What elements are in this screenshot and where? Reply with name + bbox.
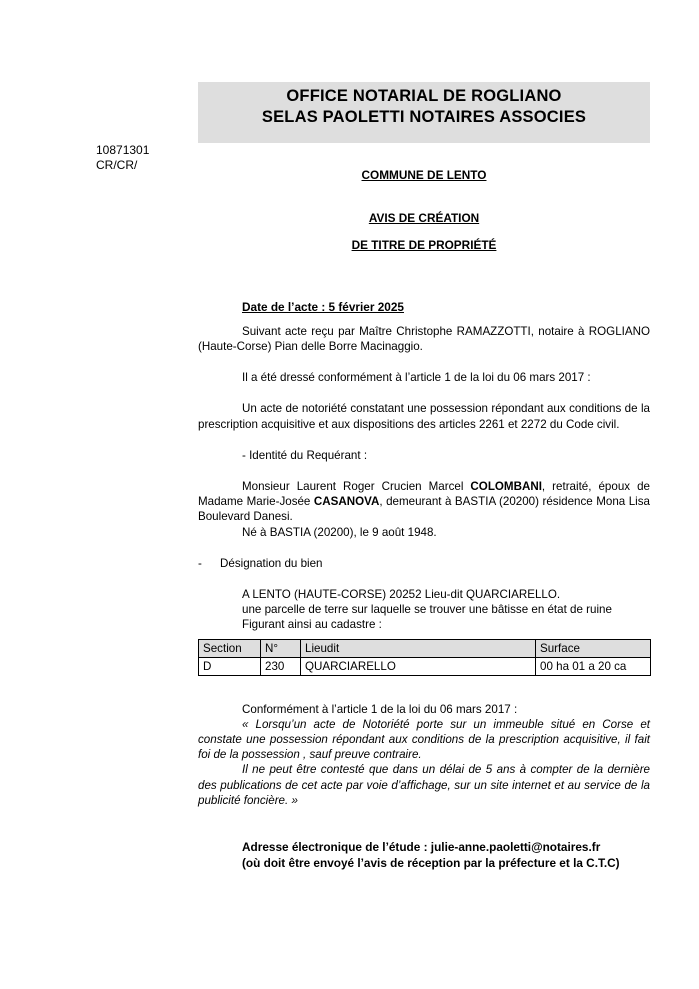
paragraph-notary: Suivant acte reçu par Maître Christophe RAMAZZOTTI, notaire à ROGLIANO (Haute-Corse) Pian delle Borre Macinaggio. — [198, 324, 650, 354]
title-avis-text: AVIS DE CRÉATION — [368, 211, 480, 226]
footer-contact-block — [242, 840, 650, 871]
cadastre-table — [198, 639, 651, 676]
title-avis — [198, 211, 650, 226]
designation-heading-label: Désignation du bien — [220, 556, 323, 570]
table-row — [199, 657, 651, 675]
footer-email-note: (où doit être envoyé l’avis de réception par la préfecture et la C.T.C) — [242, 855, 620, 870]
cadastre-cell-surface: 00 ha 01 a 20 ca — [536, 657, 651, 675]
paragraph-legal-quote-2: Il ne peut être contesté que dans un délai de 5 ans à compter de la dernière des publications de cet acte par voie d’affichage, sur un site internet et au service de la publicité foncière. » — [198, 763, 650, 807]
act-date-text: Date de l’acte : 5 février 2025 — [242, 299, 404, 314]
paragraph-legal-quote-1: « Lorsqu’un acte de Notoriété porte sur un immeuble situé en Corse et constate une possession répondant aux conditions de la prescription acquisitive, il fait foi de la possession , sauf preuve contraire. — [198, 717, 650, 762]
title-titre-propriete — [198, 238, 650, 253]
designation-location: A LENTO (HAUTE-CORSE) 20252 Lieu-dit QUARCIARELLO. — [242, 588, 561, 602]
paragraph-notoriete: Un acte de notoriété constatant une possession répondant aux conditions de la prescription acquisitive et aux dispositions des articles 2261 et 2272 du Code civil. — [198, 402, 650, 431]
designation-dash-bullet: - — [198, 556, 202, 570]
requerant-text-after: , demeurant à BASTIA (20200) résidence Mona Lisa Boulevard Danesi. — [198, 495, 650, 524]
paragraph-law-reference: Il a été dressé conformément à l’article 1 de la loi du 06 mars 2017 : — [242, 371, 591, 385]
title-commune — [198, 168, 650, 183]
heading-identite-requerant: - Identité du Requérant : — [242, 448, 368, 462]
reference-number: 10871301 — [96, 143, 150, 157]
cadastre-header-section: Section — [199, 639, 261, 657]
cadastre-header-numero: N° — [261, 639, 301, 657]
requerant-birth-info: Né à BASTIA (20200), le 9 août 1948. — [242, 525, 437, 539]
act-date — [242, 300, 650, 315]
requerant-name-primary: COLOMBANI — [470, 480, 542, 494]
cadastre-cell-section: D — [199, 657, 261, 675]
heading-designation-bien — [198, 556, 650, 571]
cadastre-cell-lieudit: QUARCIARELLO — [301, 657, 536, 675]
reference-block — [96, 143, 149, 173]
letterhead-band — [198, 82, 650, 143]
footer-email-address: Adresse électronique de l’étude : julie-anne.paoletti@notaires.fr — [242, 840, 601, 855]
requerant-name-spouse: CASANOVA — [313, 495, 380, 509]
letterhead-line-2: SELAS PAOLETTI NOTAIRES ASSOCIES — [261, 108, 587, 126]
letterhead-line-1: OFFICE NOTARIAL DE ROGLIANO — [286, 87, 562, 105]
designation-cadastre-intro: Figurant ainsi au cadastre : — [242, 618, 382, 632]
title-titre-propriete-text: DE TITRE DE PROPRIÉTÉ — [351, 238, 497, 253]
cadastre-cell-numero: 230 — [261, 657, 301, 675]
requerant-text-before: Monsieur Laurent Roger Crucien Marcel — [242, 480, 471, 494]
reference-initials: CR/CR/ — [96, 158, 138, 172]
title-commune-text: COMMUNE DE LENTO — [361, 168, 487, 182]
cadastre-header-lieudit: Lieudit — [301, 639, 536, 657]
designation-description: une parcelle de terre sur laquelle se trouver une bâtisse en état de ruine — [242, 603, 612, 617]
document-body — [198, 168, 650, 871]
requerant-text-between: , retraité, époux de Madame Marie-Josée — [198, 480, 650, 509]
cadastre-header-surface: Surface — [536, 639, 651, 657]
paragraph-requerant-identity — [198, 479, 650, 525]
paragraph-conformity-intro: Conformément à l’article 1 de la loi du 06 mars 2017 : — [242, 702, 518, 716]
cadastre-header-row — [199, 639, 651, 657]
